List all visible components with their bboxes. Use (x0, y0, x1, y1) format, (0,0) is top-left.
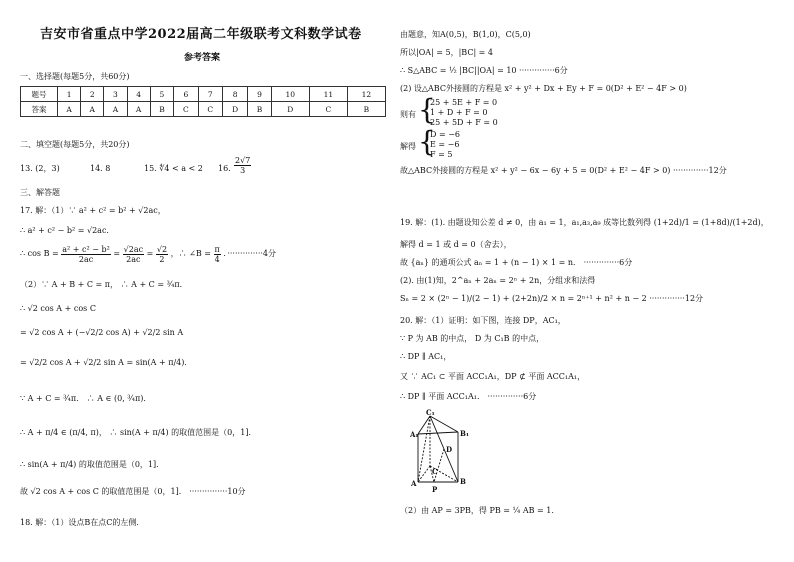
label-c: C (432, 467, 438, 476)
label-p: P (432, 485, 438, 494)
prism-figure (410, 408, 480, 494)
q17-angle-b-label: ，∴ ∠B = (170, 249, 211, 258)
table-cell: 3 (104, 87, 127, 102)
q18-line-5: 故△ABC外接圆的方程是 x² + y² − 6x − 6y + 5 = 0(D² + E² − 4F > 0) ··············12分 (400, 166, 727, 175)
q20-line-6: （2）由 AP = 3PB，得 PB = ¼ AB = 1. (400, 506, 554, 515)
document-title: 吉安市省重点中学2022届高二年级联考文科数学试卷 (40, 27, 362, 42)
label-c1: C₁ (426, 408, 435, 417)
q19-line-4: (2). 由(1)知，2^aₙ + 2aₙ = 2ⁿ + 2n，分组求和法得 (400, 276, 596, 285)
table-cell: C (198, 102, 222, 117)
label-d: D (446, 445, 453, 454)
q17-line-5: ∴ √2 cos A + cos C (20, 304, 96, 313)
table-cell-label: 题号 (21, 87, 58, 102)
table-cell: C (309, 102, 347, 117)
q20-line-2: ∵ P 为 AB 的中点， D 为 C₁B 的中点， (400, 334, 545, 343)
table-cell: B (150, 102, 174, 117)
table-cell: 6 (174, 87, 198, 102)
table-cell: B (347, 102, 385, 117)
edge (418, 432, 458, 434)
right-column (398, 0, 778, 562)
q17-line-9: ∴ A + π/4 ∈ (π/4, π)， ∴ sin(A + π/4) 的取值范围是（0，1]． (20, 428, 257, 437)
system-2-eq-1: D = −6 (430, 130, 460, 139)
q18-line-2: 所以|OA| = 5，|BC| = 4 (400, 48, 494, 57)
q17-line-10: ∴ sin(A + π/4) 的取值范围是（0，1]． (20, 460, 165, 469)
q17-line-3: ∴ cos B = $\frac{\text{a² + c² − b²}}{2ac}$ = $\frac{√2ac}{2ac}$ = $\frac{√2}{2}$ ，∴ ∠B = $\frac{\pi}{4}$ ．··············4分 (20, 244, 277, 264)
system-1-eq-3: 25 + 5D + F = 0 (430, 118, 498, 127)
system-2-label: 解得 (400, 142, 416, 151)
q18-line-1: 由题意，知A(0,5)，B(1,0)，C(5,0) (400, 30, 531, 39)
q17-line-8: ∵ A + C = ¾π． ∴ A ∈ (0, ¾π)． (20, 394, 152, 403)
q17-line-11: 故 √2 cos A + cos C 的取值范围是（0，1]． ···············10分 (20, 487, 246, 496)
table-cell: D (222, 102, 247, 117)
table-row-numbers (21, 87, 386, 102)
q20-line-1: 20. 解：（1）证明：如下图，连接 DP，AC₁， (400, 316, 566, 325)
fraction-numerator: a² + c² − b² (62, 244, 110, 254)
answer-table (20, 86, 386, 117)
q19-line-5: Sₙ = 2 × (2ⁿ − 1)/(2 − 1) + (2+2n)/2 × n = 2ⁿ⁺¹ + n² + n − 2 ··············12分 (400, 294, 704, 303)
left-column (18, 0, 390, 562)
q17-line-7: = √2/2 cos A + √2/2 sin A = sin(A + π/4)． (20, 358, 193, 367)
table-row-answers (21, 102, 386, 117)
table-cell: 8 (222, 87, 247, 102)
system-2-eq-2: E = −6 (430, 140, 460, 149)
segment-dp (434, 449, 444, 482)
fraction-denominator: 3 (240, 166, 246, 175)
q19-line-3: 故 {aₙ} 的通项公式 aₙ = 1 + (n − 1) × 1 = n． ··············6分 (400, 258, 633, 267)
q19-line-1: 19. 解：(1). 由题设知公差 d ≠ 0，由 a₁ = 1，a₁,a₃,a₉ 成等比数列得 (1+2d)/1 = (1+8d)/(1+2d)， (400, 218, 769, 227)
table-cell: 9 (248, 87, 272, 102)
system-1-eq-1: 25 + 5E + F = 0 (430, 98, 498, 107)
q20-line-4: 又 ∵ AC₁ ⊂ 平面 ACC₁A₁，DP ⊄ 平面 ACC₁A₁， (400, 372, 586, 381)
table-cell-label: 答案 (21, 102, 58, 117)
label-b: B (460, 477, 466, 486)
q17-line-2: ∴ a² + c² − b² = √2ac． (20, 226, 115, 235)
system-2-eq-3: F = 5 (430, 150, 453, 159)
answer-q16-label: 16. (218, 164, 231, 173)
table-cell: A (58, 102, 81, 117)
table-cell: 7 (198, 87, 222, 102)
q18-start: 18. 解：（1）设点B在点C的左侧. (20, 518, 139, 527)
label-b1: B₁ (460, 429, 469, 438)
table-cell: 1 (58, 87, 81, 102)
system-2-brace: { (418, 125, 436, 158)
q17-line-4: （2）∵ A + B + C = π， ∴ A + C = ¾π． (20, 280, 188, 289)
table-cell: 11 (309, 87, 347, 102)
table-cell: A (127, 102, 150, 117)
answer-q13: 13. (2，3) (20, 164, 60, 173)
table-cell: A (104, 102, 127, 117)
system-1-eq-2: 1 + D + F = 0 (430, 108, 488, 117)
fraction-denominator: 2 (159, 254, 165, 264)
q17-line-1: 17. 解：（1）∵ a² + c² = b² + √2ac， (20, 206, 166, 215)
q17-line-6: = √2 cos A + (−√2/2 cos A) + √2/2 sin A (20, 328, 184, 337)
edge (418, 416, 430, 434)
table-cell: 4 (127, 87, 150, 102)
segment-ac1 (418, 416, 430, 482)
table-cell: A (81, 102, 104, 117)
fraction-numerator: π (214, 244, 220, 254)
document-subtitle: 参考答案 (184, 53, 221, 63)
section-solution-heading: 三、解答题 (20, 188, 60, 197)
table-cell: 2 (81, 87, 104, 102)
answer-q15: 15. ∜4 < a < 2 (144, 164, 203, 173)
q17-score-4: ．··············4分 (223, 249, 277, 258)
fraction-numerator: √2ac (123, 244, 144, 254)
table-cell: C (174, 102, 198, 117)
fraction-denominator: 2ac (78, 254, 94, 264)
label-a: A (411, 479, 417, 488)
q18-line-3: ∴ S△ABC = ½ |BC||OA| = 10 ··············6分 (400, 66, 568, 75)
hidden-edge (418, 466, 430, 482)
fraction-denominator: 4 (214, 254, 220, 264)
table-cell: B (248, 102, 272, 117)
q19-line-2: 解得 d = 1 或 d = 0（舍去）， (400, 240, 512, 249)
table-cell: D (271, 102, 309, 117)
table-cell: 10 (271, 87, 309, 102)
fraction-denominator: 2ac (126, 254, 141, 264)
system-1-brace: { (418, 93, 436, 126)
label-a1: A₁ (410, 430, 419, 439)
table-cell: 12 (347, 87, 385, 102)
section-fill-heading: 二、填空题(每题5分，共20分) (20, 140, 130, 149)
fraction-numerator: √2 (156, 244, 168, 254)
section-multiple-choice-heading: 一、选择题(每题5分，共60分) (20, 72, 130, 81)
answer-q14: 14. 8 (90, 164, 111, 173)
q20-line-5: ∴ DP ∥ 平面 ACC₁A₁． ··············6分 (400, 392, 537, 401)
answer-q16-fraction (234, 156, 251, 175)
table-cell: 5 (150, 87, 174, 102)
q18-line-4: (2) 设△ABC外接圆的方程是 x² + y² + Dx + Ey + F = 0(D² + E² − 4F > 0) (400, 84, 687, 93)
fraction-numerator: 2√7 (235, 156, 251, 165)
q17-cosb-label: ∴ cos B = (20, 249, 59, 258)
edge (430, 416, 458, 432)
q20-line-3: ∴ DP ∥ AC₁， (400, 352, 452, 361)
system-1-label: 则有 (400, 110, 416, 119)
